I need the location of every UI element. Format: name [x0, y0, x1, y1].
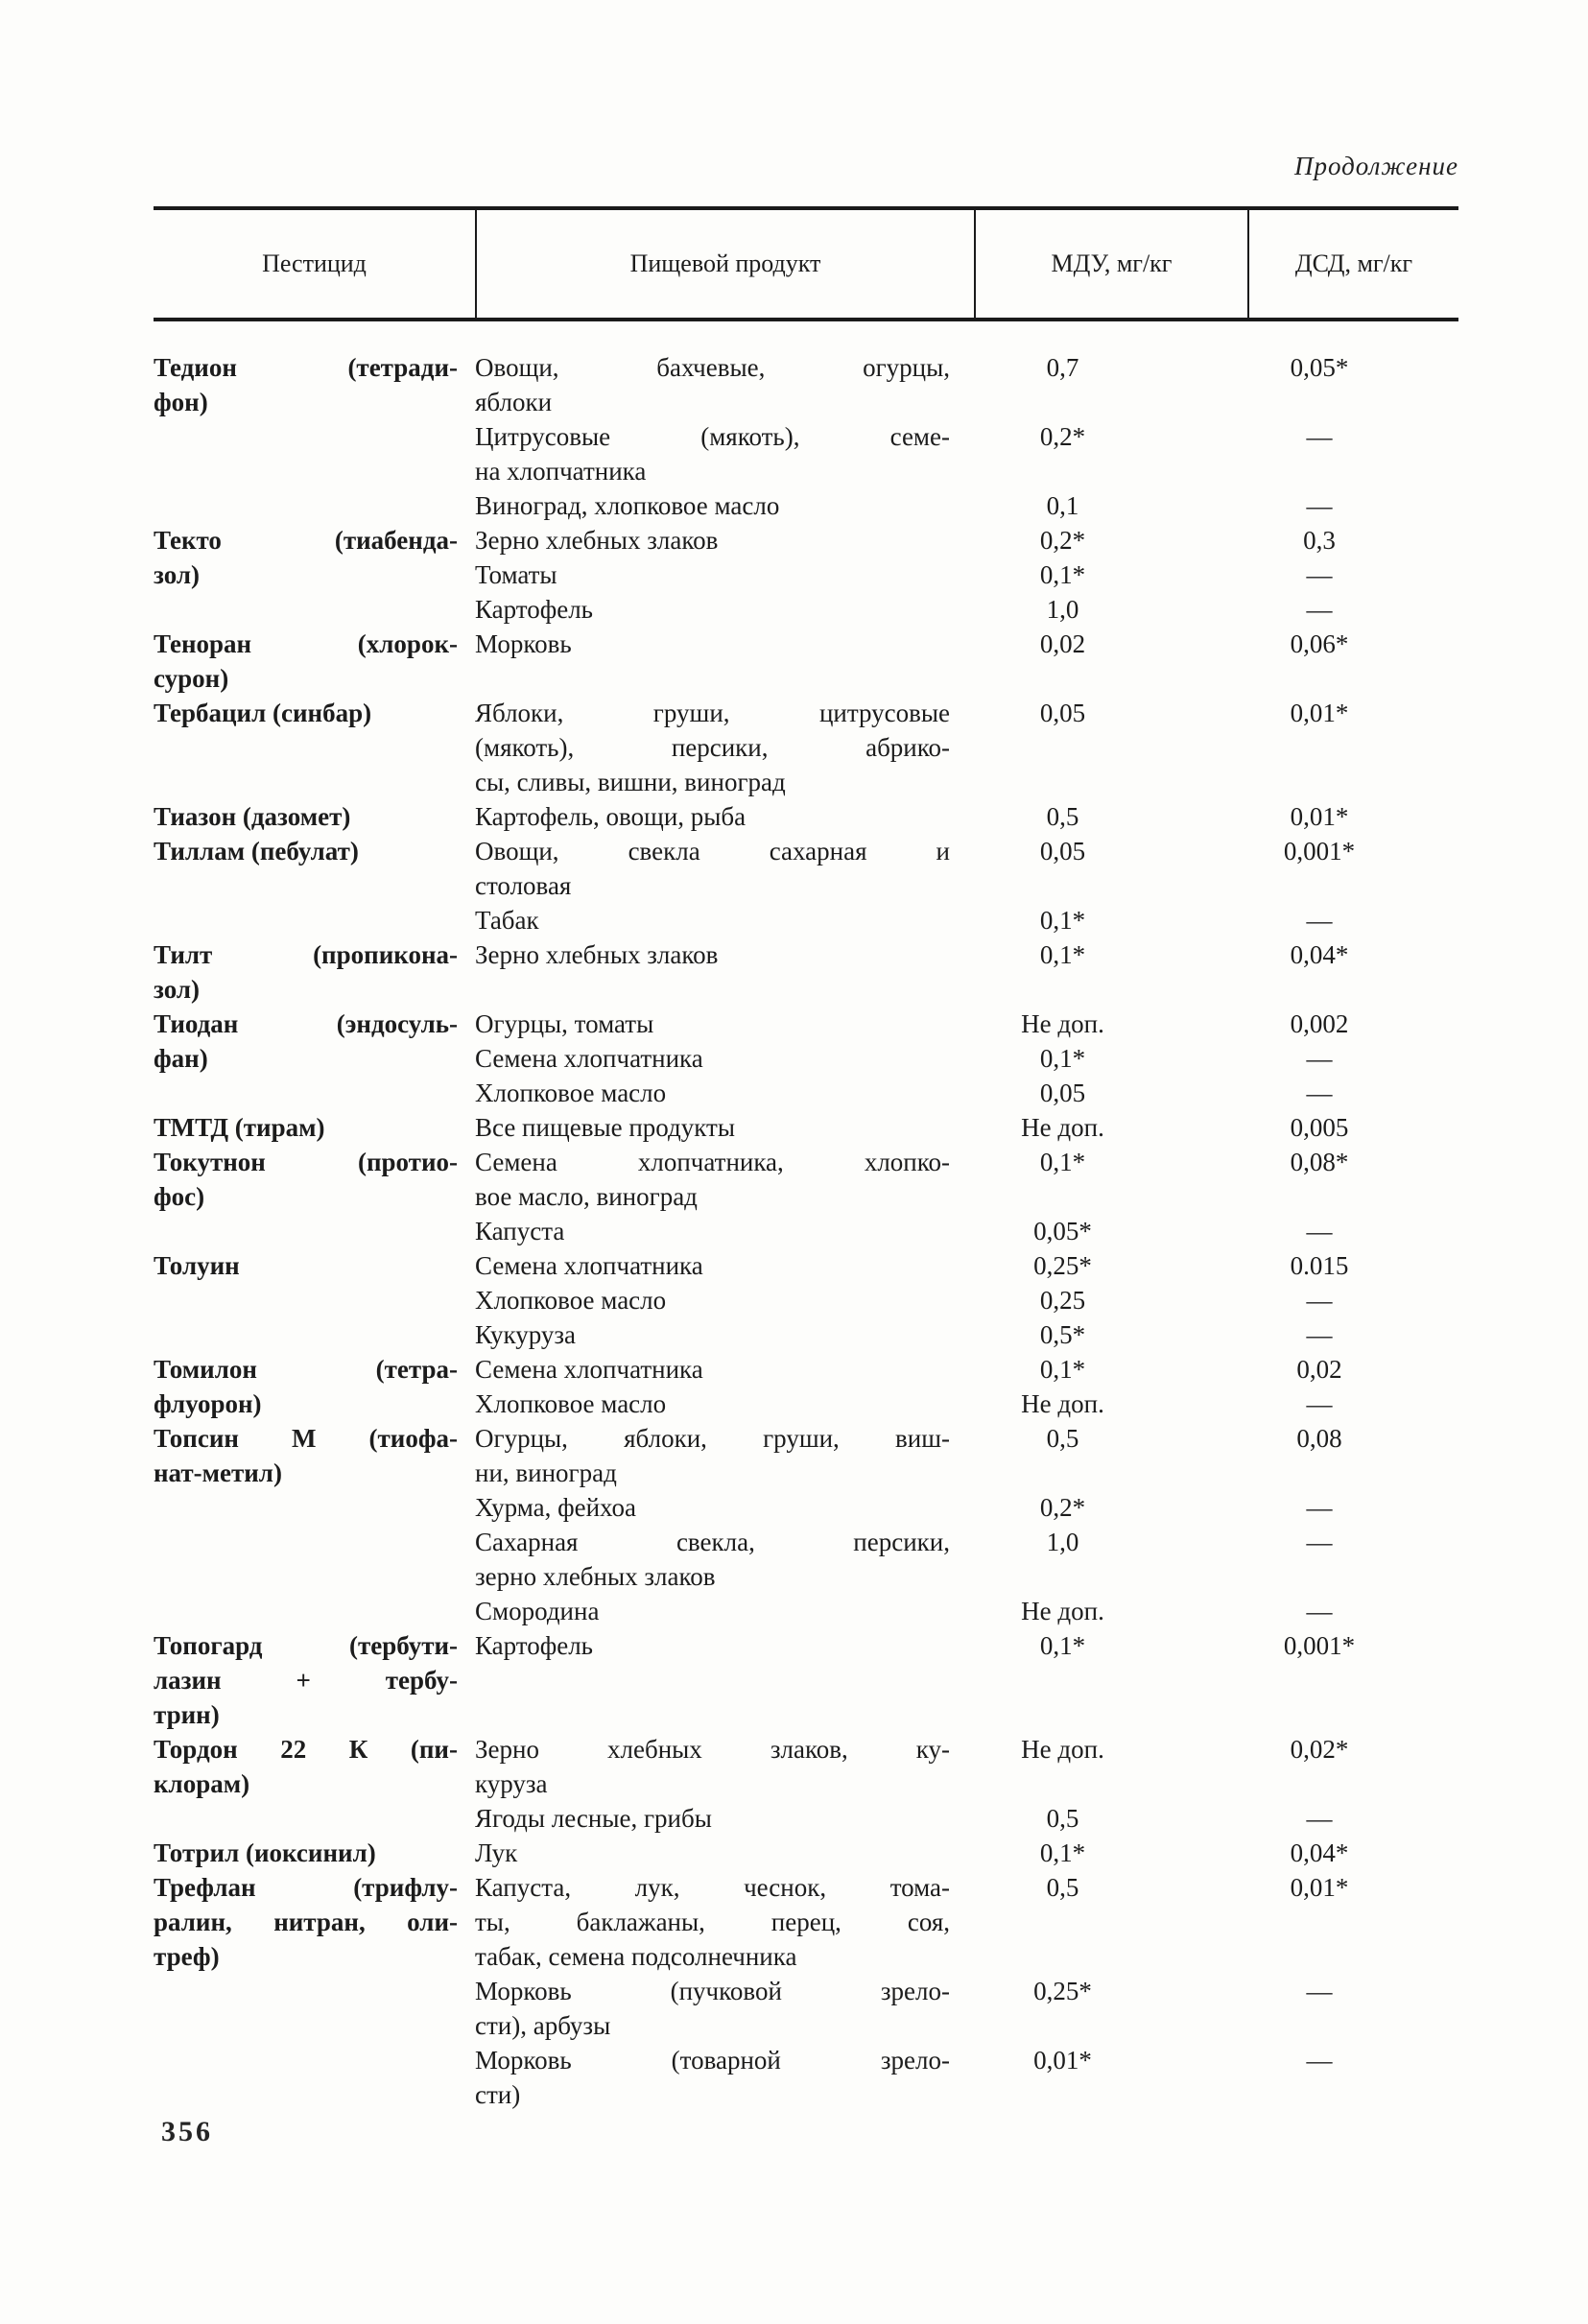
- text-line: Все пищевые продукты: [475, 1113, 735, 1142]
- dsd-value: —: [1306, 491, 1333, 520]
- pesticide-name-cell: [154, 523, 475, 627]
- product-cell: [475, 1283, 974, 1317]
- product-cell: [475, 1870, 974, 1974]
- mdu-value: Не доп.: [1021, 1009, 1104, 1038]
- mdu-value: 1,0: [1046, 595, 1079, 624]
- mdu-value: 0,02: [1039, 629, 1086, 658]
- table-row: [475, 903, 1458, 937]
- text-line: Овощи, бахчевые, огурцы,: [475, 353, 950, 382]
- table-row: [475, 1801, 1458, 1836]
- dsd-value: —: [1306, 1493, 1333, 1522]
- pesticide-name-cell: [154, 696, 475, 799]
- dsd-value: 0,04*: [1290, 1838, 1349, 1867]
- mdu-value: Не доп.: [1021, 1113, 1104, 1142]
- entry-rows: [475, 627, 1458, 696]
- product-cell: [475, 696, 974, 799]
- table-entry: [154, 1870, 1458, 2112]
- text-line: Тиллам (пебулат): [154, 837, 359, 866]
- dsd-value: 0,002: [1290, 1009, 1349, 1038]
- dsd-value: —: [1306, 422, 1333, 451]
- dsd-value: 0,001*: [1283, 1631, 1356, 1660]
- text-line: Теноран (хлорок-: [154, 629, 458, 658]
- table-row: [475, 1628, 1458, 1663]
- text-line: трин): [154, 1700, 220, 1729]
- text-line: Тиодан (эндосуль-: [154, 1009, 458, 1038]
- text-line: зерно хлебных злаков: [475, 1562, 716, 1591]
- entry-rows: [475, 1145, 1458, 1248]
- pesticide-name-cell: [154, 834, 475, 937]
- product-cell: [475, 1387, 974, 1421]
- table-row: [475, 1214, 1458, 1248]
- pesticide-name-cell: [154, 937, 475, 1007]
- mdu-value: 0,5: [1046, 1804, 1079, 1833]
- dsd-value: —: [1306, 1286, 1333, 1315]
- mdu-value: Не доп.: [1021, 1597, 1104, 1625]
- pesticide-name-cell: [154, 1248, 475, 1352]
- table-row: [475, 1490, 1458, 1525]
- mdu-value: 0,5: [1046, 1424, 1079, 1453]
- text-line: флуорон): [154, 1389, 262, 1418]
- text-line: Зерно хлебных злаков, ку-: [475, 1735, 950, 1764]
- text-line: Табак: [475, 906, 539, 935]
- table-row: [475, 1836, 1458, 1870]
- pesticide-name-cell: [154, 1110, 475, 1145]
- entry-rows: [475, 799, 1458, 834]
- entry-rows: [475, 1421, 1458, 1628]
- text-line: Хлопковое масло: [475, 1286, 667, 1315]
- text-line: Яблоки, груши, цитрусовые: [475, 699, 950, 727]
- text-line: фон): [154, 388, 208, 416]
- dsd-value: —: [1306, 1079, 1333, 1107]
- pesticide-name-cell: [154, 799, 475, 834]
- table-row: [475, 799, 1458, 834]
- dsd-value: —: [1306, 1044, 1333, 1073]
- table-row: [475, 2043, 1458, 2112]
- dsd-value: 0,005: [1290, 1113, 1349, 1142]
- entry-rows: [475, 1352, 1458, 1421]
- text-line: Трефлан (трифлу-: [154, 1873, 458, 1902]
- dsd-value: —: [1306, 1320, 1333, 1349]
- table-row: [475, 1007, 1458, 1041]
- pesticide-name-cell: [154, 1628, 475, 1732]
- product-cell: [475, 1732, 974, 1801]
- text-line: зол): [154, 560, 200, 589]
- mdu-value: Не доп.: [1021, 1389, 1104, 1418]
- mdu-value: 0,05: [1039, 1079, 1086, 1107]
- mdu-value: 0,1*: [1039, 1355, 1086, 1384]
- table-row: [475, 1283, 1458, 1317]
- dsd-value: —: [1306, 1977, 1333, 2005]
- table-row: [475, 557, 1458, 592]
- continuation-label: Продолжение: [1293, 152, 1458, 180]
- product-cell: [475, 1248, 974, 1283]
- text-line: Токутнон (протио-: [154, 1148, 458, 1176]
- mdu-value: 0,1: [1046, 491, 1079, 520]
- text-line: Томаты: [475, 560, 557, 589]
- table-entry: [154, 1421, 1458, 1628]
- product-cell: [475, 488, 974, 523]
- text-line: Ягоды лесные, грибы: [475, 1804, 712, 1833]
- mdu-value: 0,25*: [1033, 1251, 1092, 1280]
- product-cell: [475, 627, 974, 661]
- pesticide-name-cell: [154, 1836, 475, 1870]
- text-line: Тербацил (синбар): [154, 699, 372, 727]
- table-row: [475, 1594, 1458, 1628]
- pesticide-limits-table: [154, 206, 1458, 2112]
- mdu-value: 0,05: [1039, 699, 1086, 727]
- product-cell: [475, 1974, 974, 2043]
- entry-rows: [475, 1007, 1458, 1110]
- pesticide-name-cell: [154, 1352, 475, 1421]
- text-line: табак, семена подсолнечника: [475, 1942, 797, 1971]
- mdu-value: 0,5*: [1039, 1320, 1086, 1349]
- text-line: ни, виноград: [475, 1458, 617, 1487]
- dsd-value: 0,01*: [1290, 802, 1349, 831]
- text-line: нат-метил): [154, 1458, 282, 1487]
- dsd-value: —: [1306, 1804, 1333, 1833]
- text-line: Хлопковое масло: [475, 1079, 667, 1107]
- dsd-value: 0,01*: [1290, 699, 1349, 727]
- mdu-value: 0,1*: [1039, 906, 1086, 935]
- table-entry: [154, 937, 1458, 1007]
- product-cell: [475, 557, 974, 592]
- dsd-value: 0,3: [1303, 526, 1336, 555]
- table-entry: [154, 1007, 1458, 1110]
- text-line: Зерно хлебных злаков: [475, 526, 719, 555]
- table-entry: [154, 1145, 1458, 1248]
- product-cell: [475, 2043, 974, 2112]
- text-line: Тедион (тетради-: [154, 353, 458, 382]
- product-cell: [475, 523, 974, 557]
- dsd-value: —: [1306, 595, 1333, 624]
- entry-rows: [475, 523, 1458, 627]
- table-header-row: [154, 206, 1458, 321]
- text-line: Цитрусовые (мякоть), семе-: [475, 422, 950, 451]
- pesticide-name-cell: [154, 1732, 475, 1836]
- dsd-value: —: [1306, 1389, 1333, 1418]
- product-cell: [475, 799, 974, 834]
- text-line: Огурцы, томаты: [475, 1009, 654, 1038]
- text-line: вое масло, виноград: [475, 1182, 698, 1211]
- entry-rows: [475, 1110, 1458, 1145]
- text-line: Тиазон (дазомет): [154, 802, 351, 831]
- dsd-value: —: [1306, 560, 1333, 589]
- header-dsd: ДСД, мг/кг: [1247, 210, 1458, 318]
- table-row: [475, 1076, 1458, 1110]
- text-line: Семена хлопчатника, хлопко-: [475, 1148, 950, 1176]
- dsd-value: 0.015: [1290, 1251, 1349, 1280]
- pesticide-name-cell: [154, 1007, 475, 1110]
- text-line: ты, баклажаны, перец, соя,: [475, 1908, 950, 1936]
- dsd-value: —: [1306, 1528, 1333, 1556]
- text-line: Капуста: [475, 1217, 565, 1245]
- text-line: яблоки: [475, 388, 553, 416]
- text-line: Семена хлопчатника: [475, 1251, 703, 1280]
- text-line: столовая: [475, 871, 572, 900]
- text-line: клорам): [154, 1769, 250, 1798]
- table-row: [475, 419, 1458, 488]
- text-line: Лук: [475, 1838, 518, 1867]
- table-row: [475, 696, 1458, 799]
- table-row: [475, 1974, 1458, 2043]
- table-row: [475, 1145, 1458, 1214]
- table-entry: [154, 1628, 1458, 1732]
- table-entry: [154, 1352, 1458, 1421]
- dsd-value: 0,02: [1296, 1355, 1342, 1384]
- table-row: [475, 350, 1458, 419]
- mdu-value: 0,1*: [1039, 1148, 1086, 1176]
- dsd-value: —: [1306, 2046, 1333, 2075]
- table-row: [475, 1041, 1458, 1076]
- table-row: [475, 1352, 1458, 1387]
- product-cell: [475, 1801, 974, 1836]
- pesticide-name-cell: [154, 1421, 475, 1628]
- table-row: [475, 1317, 1458, 1352]
- table-entry: [154, 696, 1458, 799]
- text-line: Томилон (тетра-: [154, 1355, 458, 1384]
- entry-rows: [475, 1732, 1458, 1836]
- table-row: [475, 488, 1458, 523]
- text-line: Зерно хлебных злаков: [475, 940, 719, 969]
- table-row: [475, 1387, 1458, 1421]
- mdu-value: 0,7: [1046, 353, 1079, 382]
- text-line: сти), арбузы: [475, 2011, 611, 2040]
- table-row: [475, 592, 1458, 627]
- dsd-value: 0,05*: [1290, 353, 1349, 382]
- text-line: фос): [154, 1182, 205, 1211]
- text-line: Семена хлопчатника: [475, 1355, 703, 1384]
- text-line: Смородина: [475, 1597, 600, 1625]
- text-line: сти): [475, 2080, 521, 2109]
- product-cell: [475, 1352, 974, 1387]
- text-line: сурон): [154, 664, 229, 693]
- text-line: ралин, нитран, оли-: [154, 1908, 458, 1936]
- entry-rows: [475, 350, 1458, 523]
- mdu-value: 0,01*: [1033, 2046, 1092, 2075]
- table-entry: [154, 1836, 1458, 1870]
- page-number: 356: [161, 2116, 213, 2147]
- table-row: [475, 937, 1458, 972]
- mdu-value: 0,05*: [1033, 1217, 1092, 1245]
- table-entry: [154, 523, 1458, 627]
- table-entry: [154, 1110, 1458, 1145]
- product-cell: [475, 1214, 974, 1248]
- mdu-value: 0,2*: [1039, 422, 1086, 451]
- entry-rows: [475, 696, 1458, 799]
- dsd-value: 0,08: [1296, 1424, 1342, 1453]
- text-line: Картофель, овощи, рыба: [475, 802, 747, 831]
- product-cell: [475, 419, 974, 488]
- product-cell: [475, 1041, 974, 1076]
- dsd-value: 0,08*: [1290, 1148, 1349, 1176]
- text-line: Текто (тиабенда-: [154, 526, 458, 555]
- table-entry: [154, 1732, 1458, 1836]
- mdu-value: 0,5: [1046, 1873, 1079, 1902]
- table-row: [475, 1421, 1458, 1490]
- product-cell: [475, 1007, 974, 1041]
- product-cell: [475, 1076, 974, 1110]
- header-pesticide: Пестицид: [262, 249, 367, 277]
- text-line: на хлопчатника: [475, 457, 647, 486]
- entry-rows: [475, 1628, 1458, 1732]
- header-mdu: МДУ, мг/кг: [974, 210, 1247, 318]
- product-cell: [475, 834, 974, 903]
- product-cell: [475, 1317, 974, 1352]
- product-cell: [475, 1836, 974, 1870]
- pesticide-name-cell: [154, 627, 475, 696]
- pesticide-name-cell: [154, 1145, 475, 1248]
- text-line: треф): [154, 1942, 220, 1971]
- dsd-value: 0,04*: [1290, 940, 1349, 969]
- text-line: Сахарная свекла, персики,: [475, 1528, 950, 1556]
- text-line: Морковь: [475, 629, 572, 658]
- mdu-value: 0,5: [1046, 802, 1079, 831]
- table-entry: [154, 834, 1458, 937]
- table-body: [154, 321, 1458, 2112]
- text-line: Толуин: [154, 1251, 240, 1280]
- product-cell: [475, 937, 974, 972]
- table-entry: [154, 1248, 1458, 1352]
- dsd-value: 0,02*: [1290, 1735, 1349, 1764]
- text-line: Морковь (товарной зрело-: [475, 2046, 950, 2075]
- text-line: Овощи, свекла сахарная и: [475, 837, 950, 866]
- product-cell: [475, 1421, 974, 1490]
- mdu-value: 0,25: [1039, 1286, 1086, 1315]
- table-entry: [154, 627, 1458, 696]
- table-row: [475, 834, 1458, 903]
- dsd-value: —: [1306, 1217, 1333, 1245]
- entry-rows: [475, 1248, 1458, 1352]
- table-row: [475, 1870, 1458, 1974]
- table-row: [475, 523, 1458, 557]
- table-entry: [154, 350, 1458, 523]
- mdu-value: 0,1*: [1039, 1044, 1086, 1073]
- text-line: Топсин М (тиофа-: [154, 1424, 458, 1453]
- text-line: Картофель: [475, 595, 593, 624]
- product-cell: [475, 1110, 974, 1145]
- text-line: фан): [154, 1044, 208, 1073]
- table-row: [475, 1732, 1458, 1801]
- table-entry: [154, 799, 1458, 834]
- text-line: Хлопковое масло: [475, 1389, 667, 1418]
- text-line: Тотрил (иоксинил): [154, 1838, 376, 1867]
- text-line: куруза: [475, 1769, 548, 1798]
- dsd-value: —: [1306, 1597, 1333, 1625]
- product-cell: [475, 350, 974, 419]
- mdu-value: 0,05: [1039, 837, 1086, 866]
- table-row: [475, 1110, 1458, 1145]
- header-food-product: Пищевой продукт: [475, 210, 974, 318]
- text-line: лазин + тербу-: [154, 1666, 458, 1695]
- dsd-value: —: [1306, 906, 1333, 935]
- text-line: зол): [154, 975, 200, 1004]
- product-cell: [475, 1628, 974, 1663]
- text-line: (мякоть), персики, абрико-: [475, 733, 950, 762]
- mdu-value: 1,0: [1046, 1528, 1079, 1556]
- text-line: Картофель: [475, 1631, 593, 1660]
- text-line: Кукуруза: [475, 1320, 577, 1349]
- pesticide-name-cell: [154, 1870, 475, 2112]
- dsd-value: 0,001*: [1283, 837, 1356, 866]
- product-cell: [475, 1594, 974, 1628]
- text-line: Топогард (тербути-: [154, 1631, 458, 1660]
- product-cell: [475, 1525, 974, 1594]
- product-cell: [475, 1490, 974, 1525]
- text-line: Капуста, лук, чеснок, тома-: [475, 1873, 950, 1902]
- mdu-value: 0,2*: [1039, 1493, 1086, 1522]
- mdu-value: Не доп.: [1021, 1735, 1104, 1764]
- text-line: Виноград, хлопковое масло: [475, 491, 780, 520]
- product-cell: [475, 1145, 974, 1214]
- table-row: [475, 1248, 1458, 1283]
- entry-rows: [475, 1836, 1458, 1870]
- mdu-value: 0,25*: [1033, 1977, 1092, 2005]
- text-line: сы, сливы, вишни, виноград: [475, 768, 786, 796]
- table-row: [475, 1525, 1458, 1594]
- product-cell: [475, 592, 974, 627]
- mdu-value: 0,1*: [1039, 940, 1086, 969]
- mdu-value: 0,1*: [1039, 1631, 1086, 1660]
- text-line: Тордон 22 К (пи-: [154, 1735, 458, 1764]
- text-line: Тилт (пропикона-: [154, 940, 458, 969]
- entry-rows: [475, 937, 1458, 1007]
- text-line: ТМТД (тирам): [154, 1113, 325, 1142]
- pesticide-name-cell: [154, 350, 475, 523]
- entry-rows: [475, 1870, 1458, 2112]
- mdu-value: 0,1*: [1039, 560, 1086, 589]
- mdu-value: 0,1*: [1039, 1838, 1086, 1867]
- mdu-value: 0,2*: [1039, 526, 1086, 555]
- text-line: Хурма, фейхоа: [475, 1493, 636, 1522]
- text-line: Морковь (пучковой зрело-: [475, 1977, 950, 2005]
- product-cell: [475, 903, 974, 937]
- text-line: Семена хлопчатника: [475, 1044, 703, 1073]
- dsd-value: 0,06*: [1290, 629, 1349, 658]
- dsd-value: 0,01*: [1290, 1873, 1349, 1902]
- table-row: [475, 627, 1458, 661]
- entry-rows: [475, 834, 1458, 937]
- text-line: Огурцы, яблоки, груши, виш-: [475, 1424, 950, 1453]
